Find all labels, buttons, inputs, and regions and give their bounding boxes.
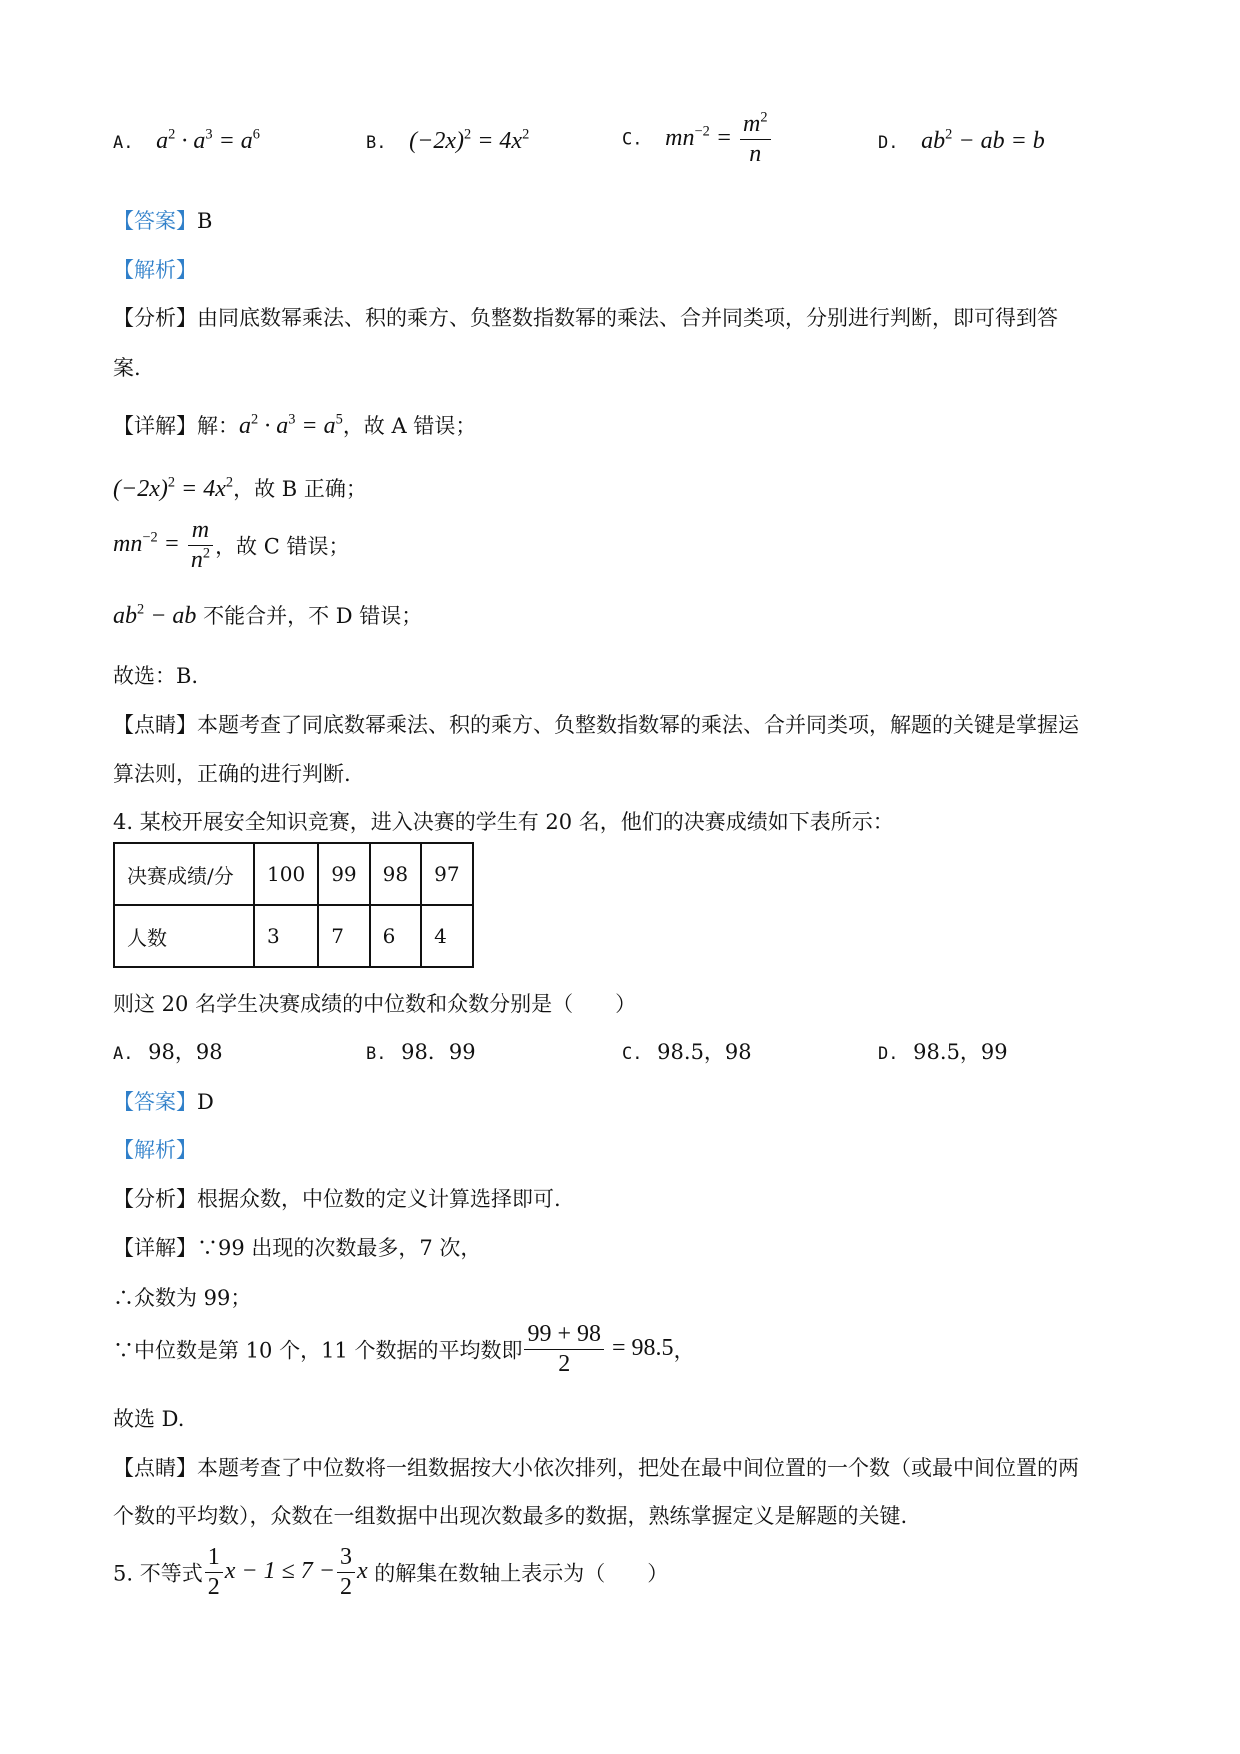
q4-fenxi [113,1183,561,1213]
q4-option-d[interactable] [878,1036,1008,1066]
formula-d: $ab^2$ − ab [113,601,197,629]
q3-option-b[interactable] [366,128,529,155]
answer-value: D [197,1090,214,1114]
formula-b-note: ，故 B 正确； [233,477,367,501]
q3-dianjing-line-1 [113,709,1079,739]
q3-fenxi-line-2: 案. [113,356,141,380]
q3-xiangjie-line-b [113,473,367,503]
dianjing-tag: 【点睛】 [113,1456,197,1480]
fraction: $\frac{99 + 98}{2}$ [524,1322,604,1377]
xiangjie-text: ∵99 出现的次数最多，7 次， [197,1236,482,1260]
q3-option-a[interactable] [113,128,260,155]
q4-analysis-tag: 【解析】 [113,1138,197,1162]
answer-value: B [197,209,213,233]
q4-xiangjie-line-3 [113,1322,695,1377]
answer-tag: 【答案】 [113,209,197,233]
option-text: 98．99 [401,1040,476,1064]
option-label: A. [113,1044,134,1064]
option-expression: $mn^{-2}$ = $\frac{m^2}{n}$ [665,125,772,151]
option-expression: $ab^2$ − ab = b [921,126,1045,154]
table-cell: 98 [370,843,421,905]
q4-answer [113,1086,214,1116]
option-expression: $a^2 \cdot a^3 = a^6$ [156,126,260,154]
formula-b: $(-2x)^2 = 4x^2$ [113,474,234,502]
q4-stem: 4. 某校开展安全知识竞赛，进入决赛的学生有 20 名，他们的决赛成绩如下表所示： [113,810,894,834]
q4-xiangjie-line-1 [113,1232,481,1262]
formula-d-note: 不能合并，不 D 错误； [196,604,423,628]
formula-c: $mn^{-2}$ = $\frac{m}{n^2}$ [113,531,215,557]
q3-xiangjie-line-a [113,410,476,440]
dianjing-text: 本题考查了中位数将一组数据按大小依次排列，把处在最中间位置的一个数（或最中间位置的两 [197,1456,1079,1480]
option-text: 98，98 [148,1040,223,1064]
q5-prefix: 5. 不等式 [113,1561,203,1586]
table-header-cell: 人数 [114,905,254,967]
q4-option-c[interactable] [622,1036,752,1066]
table-cell: 7 [318,905,369,967]
table-cell: 100 [254,843,318,905]
q4-dianjing-line-2: 个数的平均数），众数在一组数据中出现次数最多的数据，熟练掌握定义是解题的关键. [113,1504,908,1528]
q4-option-b[interactable] [366,1036,476,1066]
formula-a-note: ，故 A 错误； [342,414,477,438]
q3-fenxi-line-1 [113,302,1058,332]
formula-a: $a^2 \cdot a^3 = a^5$ [239,411,343,439]
xiangjie-intro: 解： [197,414,239,438]
table-cell: 99 [318,843,369,905]
q3-option-d[interactable] [878,128,1045,155]
median-formula: $\frac{99 + 98}{2}$ = 98.5 [522,1335,673,1361]
fraction: $\frac{m}{n^2}$ [188,518,213,573]
fraction: $\frac{3}{2}$ [337,1545,355,1600]
q5-stem [113,1545,668,1600]
table-header-cell: 决赛成绩/分 [114,843,254,905]
formula-c-note: ，故 C 错误； [215,534,350,559]
option-text: 98.5，99 [913,1040,1008,1064]
option-label: B. [366,1044,387,1064]
fraction: $\frac{m^2}{n}$ [740,112,771,167]
xiangjie-tag: 【详解】 [113,414,197,438]
table-cell: 6 [370,905,421,967]
q4-dianjing-line-1 [113,1452,1079,1482]
q3-xiangjie-line-d [113,600,422,630]
option-label: B. [366,133,387,153]
q5-suffix: 的解集在数轴上表示为（ ） [367,1561,669,1586]
dianjing-tag: 【点睛】 [113,713,197,737]
option-label: D. [878,133,899,153]
table-cell: 97 [421,843,472,905]
inequality: $\frac{1}{2}$ x − 1 ≤ 7 − $\frac{3}{2}$ x [203,1558,368,1584]
xiangjie-tag: 【详解】 [113,1236,197,1260]
option-label: C. [622,129,643,150]
median-tail: ， [673,1338,695,1363]
q4-xiangjie-line-2: ∴众数为 99； [113,1286,252,1310]
option-label: D. [878,1044,899,1064]
table-cell: 4 [421,905,472,967]
q3-option-c[interactable] [622,109,773,168]
q3-analysis-tag: 【解析】 [113,258,197,282]
q4-conclusion: 故选 D. [113,1407,185,1431]
score-table [113,842,474,968]
dianjing-text: 本题考查了同底数幂乘法、积的乘方、负整数指数幂的乘法、合并同类项，解题的关键是掌握运 [197,713,1079,737]
option-label: A. [113,133,134,153]
q3-dianjing-line-2: 算法则，正确的进行判断. [113,762,351,786]
q4-question: 则这 20 名学生决赛成绩的中位数和众数分别是（ ） [113,992,637,1016]
fenxi-tag: 【分析】 [113,306,197,330]
option-expression: $(-2x)^2 = 4x^2$ [409,126,530,154]
fenxi-text: 根据众数，中位数的定义计算选择即可. [197,1187,561,1211]
answer-tag: 【答案】 [113,1090,197,1114]
table-row [114,843,473,905]
q3-xiangjie-line-c [113,518,349,573]
fenxi-tag: 【分析】 [113,1187,197,1211]
option-text: 98.5，98 [657,1040,752,1064]
fenxi-text: 由同底数幂乘法、积的乘方、负整数指数幂的乘法、合并同类项，分别进行判断，即可得到答 [197,306,1058,330]
q4-option-a[interactable] [113,1036,223,1066]
q3-conclusion: 故选：B. [113,664,199,688]
fraction: $\frac{1}{2}$ [205,1545,223,1600]
table-cell: 3 [254,905,318,967]
option-label: C. [622,1044,643,1064]
xiangjie-text: ∵中位数是第 10 个，11 个数据的平均数即 [113,1338,523,1363]
table-row [114,905,473,967]
q3-answer [113,205,212,235]
